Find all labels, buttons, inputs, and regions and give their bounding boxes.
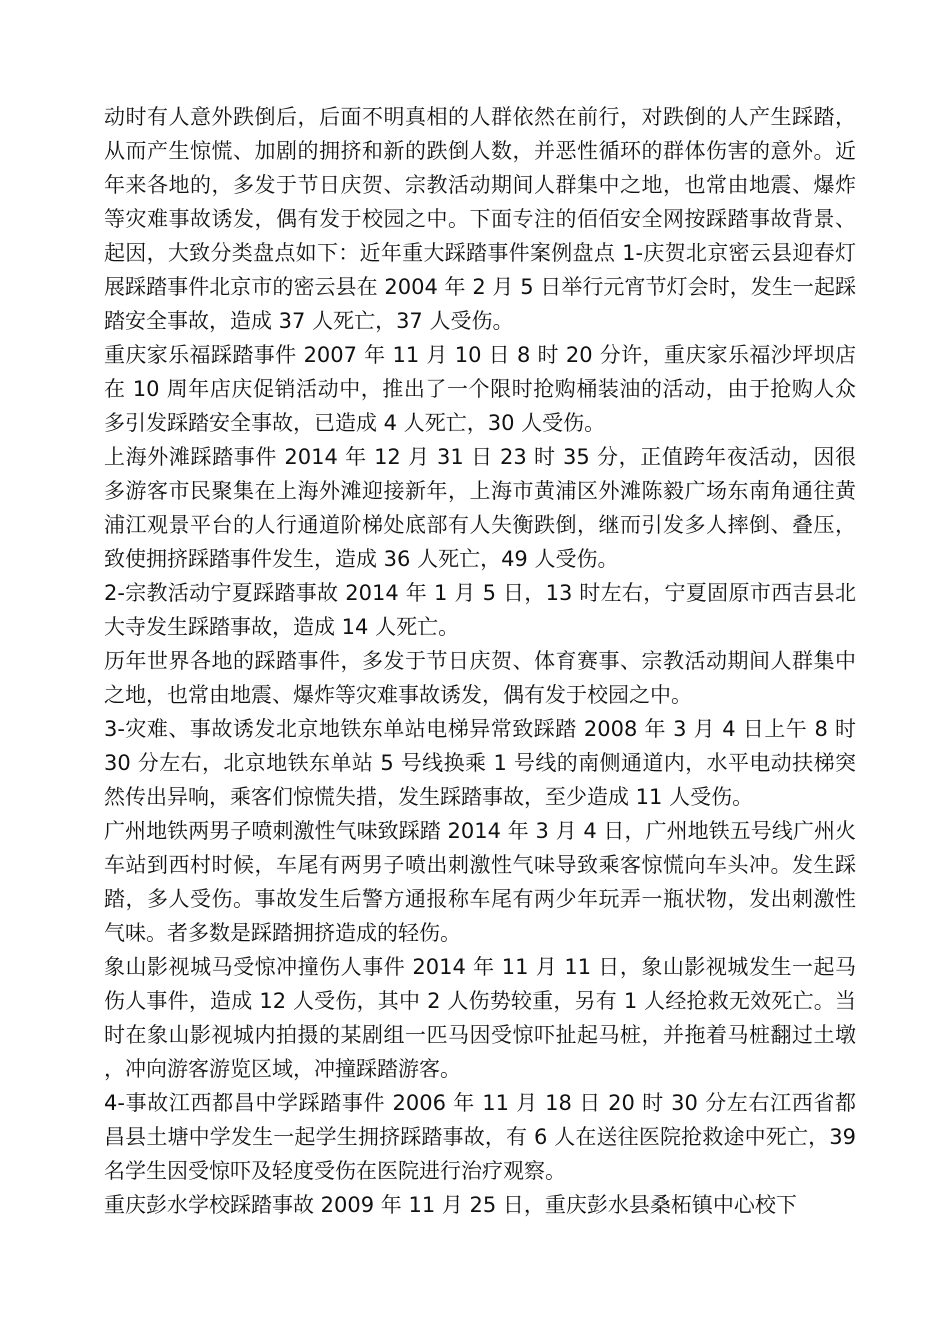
paragraph-beijing-dongdan-subway: 3-灾难、事故诱发北京地铁东单站电梯异常致踩踏 2008 年 3 月 4 日上午 8 时 30 分左右，北京地铁东单站 5 号线换乘 1 号线的南侧通道内，水平电动扶梯突然传出异响，乘客们惊慌失措，发生踩踏事故，至少造成 11 人受伤。 <box>104 717 856 809</box>
document-body <box>104 100 856 1222</box>
paragraph-chongqing-carrefour: 重庆家乐福踩踏事件 2007 年 11 月 10 日 8 时 20 分许，重庆家乐福沙坪坝店在 10 周年店庆促销活动中，推出了一个限时抢购桶装油的活动，由于抢购人众多引发踩踏安全事故，已造成 4 人死亡，30 人受伤。 <box>104 343 856 435</box>
paragraph-intro-miyun-stampede: 动时有人意外跌倒后，后面不明真相的人群依然在前行，对跌倒的人产生踩踏，从而产生惊慌、加剧的拥挤和新的跌倒人数，并恶性循环的群体伤害的意外。近年来各地的，多发于节日庆贺、宗教活动期间人群集中之地，也常由地震、爆炸等灾难事故诱发，偶有发于校园之中。下面专注的佰佰安全网按踩踏事故背景、起因，大致分类盘点如下：近年重大踩踏事件案例盘点 1-庆贺北京密云县迎春灯展踩踏事件北京市的密云县在 2004 年 2 月 5 日举行元宵节灯会时，发生一起踩踏安全事故，造成 37 人死亡，37 人受伤。 <box>104 105 856 333</box>
paragraph-guangzhou-subway: 广州地铁两男子喷刺激性气味致踩踏 2014 年 3 月 4 日，广州地铁五号线广州火车站到西村时候，车尾有两男子喷出刺激性气味导致乘客惊慌向车头冲。发生踩踏，多人受伤。事故发生后警方通报称车尾有两少年玩弄一瓶状物，发出刺激性气味。者多数是踩踏拥挤造成的轻伤。 <box>104 819 856 945</box>
paragraph-ningxia-religious: 2-宗教活动宁夏踩踏事故 2014 年 1 月 5 日，13 时左右，宁夏固原市西吉县北大寺发生踩踏事故，造成 14 人死亡。 <box>104 581 856 639</box>
paragraph-jiangxi-duchang-school: 4-事故江西都昌中学踩踏事件 2006 年 11 月 18 日 20 时 30 分左右江西省都昌县土塘中学发生一起学生拥挤踩踏事故，有 6 人在送往医院抢救途中死亡，39 名学生因受惊吓及轻度受伤在医院进行治疗观察。 <box>104 1091 856 1183</box>
paragraph-shanghai-bund: 上海外滩踩踏事件 2014 年 12 月 31 日 23 时 35 分，正值跨年夜活动，因很多游客市民聚集在上海外滩迎接新年，上海市黄浦区外滩陈毅广场东南角通往黄浦江观景平台的人行通道阶梯处底部有人失衡跌倒，继而引发多人摔倒、叠压，致使拥挤踩踏事件发生，造成 36 人死亡，49 人受伤。 <box>104 445 856 571</box>
paragraph-chongqing-pengshui-school: 重庆彭水学校踩踏事故 2009 年 11 月 25 日，重庆彭水县桑柘镇中心校下 <box>104 1193 797 1217</box>
paragraph-xiangshan-film-city: 象山影视城马受惊冲撞伤人事件 2014 年 11 月 11 日，象山影视城发生一起马伤人事件，造成 12 人受伤，其中 2 人伤势较重，另有 1 人经抢救无效死亡。当时在象山影视城内拍摄的某剧组一匹马因受惊吓扯起马桩，并拖着马桩翻过土墩，冲向游客游览区域，冲撞踩踏游客。 <box>104 955 856 1081</box>
paragraph-world-stampedes: 历年世界各地的踩踏事件，多发于节日庆贺、体育赛事、宗教活动期间人群集中之地，也常由地震、爆炸等灾难事故诱发，偶有发于校园之中。 <box>104 649 856 707</box>
